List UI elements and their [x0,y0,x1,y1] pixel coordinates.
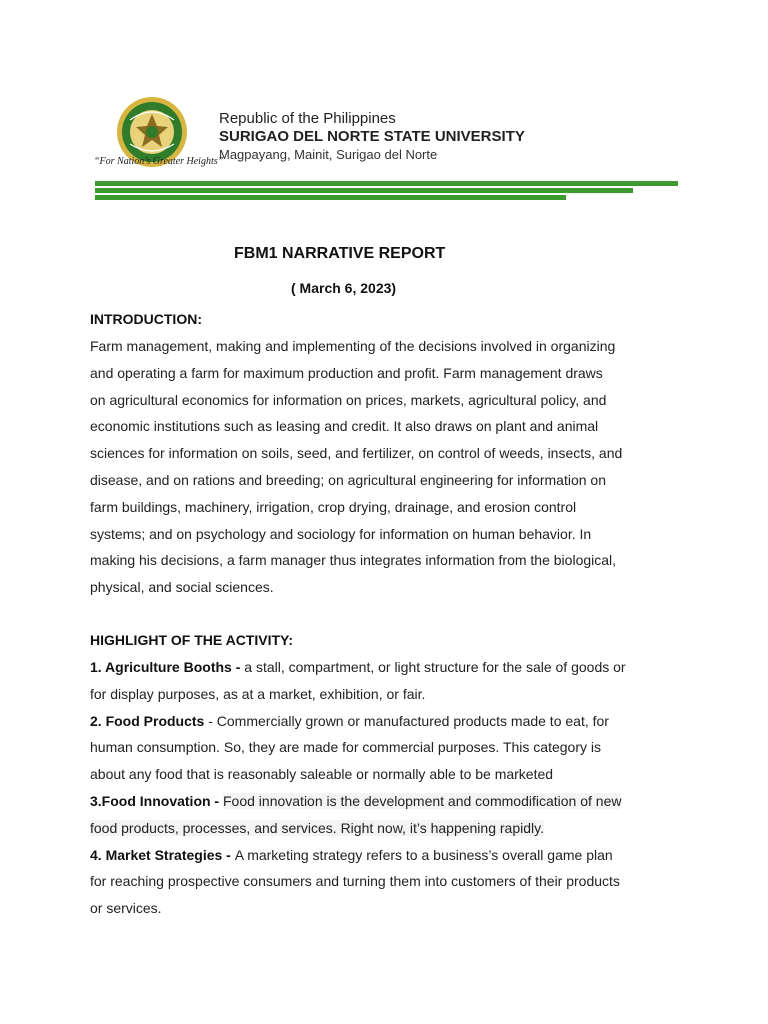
country-label: Republic of the Philippines [219,110,396,127]
report-title: FBM1 NARRATIVE REPORT [234,245,446,262]
item-text: food products, processes, and services. Right now, it’s happening rapidly. [90,819,544,836]
paragraph-line: and operating a farm for maximum production and profit. Farm management draws [90,364,603,381]
university-motto: “For Nation’s Greater Heights” [94,156,224,167]
paragraph-line: systems; and on psychology and sociology for information on human behavior. In [90,525,592,542]
item-term: 4. Market Strategies - [90,846,235,863]
list-item-continued: about any food that is reasonably saleable or normally able to be marketed [90,766,554,783]
introduction-heading: INTRODUCTION: [90,311,202,327]
list-item-continued: or services. [90,900,162,917]
introduction-paragraph [90,333,680,601]
item-text: Food innovation is the development and commodification of new [223,792,622,809]
list-item [90,654,680,681]
highlights-list [90,654,680,922]
list-item-continued: human consumption. So, they are made for commercial purposes. This category is [90,739,601,756]
paragraph-line: economic institutions such as leasing and credit. It also draws on plant and animal [90,418,599,435]
item-text: - Commercially grown or manufactured products made to eat, for [204,712,609,729]
list-item [90,842,680,869]
highlights-heading: HIGHLIGHT OF THE ACTIVITY: [90,632,293,648]
item-text: A marketing strategy refers to a business’s overall game plan [234,846,613,863]
paragraph-line: on agricultural economics for information on prices, markets, agricultural policy, and [90,391,607,408]
paragraph-line: farm buildings, machinery, irrigation, crop drying, drainage, and erosion control [90,498,577,515]
item-term: 2. Food Products [90,712,205,729]
paragraph-line: making his decisions, a farm manager thus integrates information from the biological, [90,552,617,569]
paragraph-line: physical, and social sciences. [90,579,274,596]
list-item-continued: for reaching prospective consumers and turning them into customers of their products [90,873,620,890]
header-divider-bar [95,188,633,193]
paragraph-line: sciences for information on soils, seed, and fertilizer, on control of weeds, insects, and [90,445,623,462]
item-term: 3.Food Innovation - [90,792,223,809]
header-divider-bar [95,195,566,200]
list-item-continued [90,815,680,842]
paragraph-line: disease, and on rations and breeding; on agricultural engineering for information on [90,471,607,488]
paragraph-line: Farm management, making and implementing of the decisions involved in organizing [90,338,616,354]
list-item [90,788,680,815]
item-term: 1. Agriculture Booths - [90,659,245,675]
header-divider-bar [95,181,678,186]
list-item [90,708,680,735]
university-name: SURIGAO DEL NORTE STATE UNIVERSITY [219,128,525,145]
university-address: Magpayang, Mainit, Surigao del Norte [219,147,438,162]
list-item-continued: for display purposes, as at a market, exhibition, or fair. [90,685,426,702]
report-date: ( March 6, 2023) [291,280,397,296]
item-text: a stall, compartment, or light structure for the sale of goods or [244,659,626,675]
